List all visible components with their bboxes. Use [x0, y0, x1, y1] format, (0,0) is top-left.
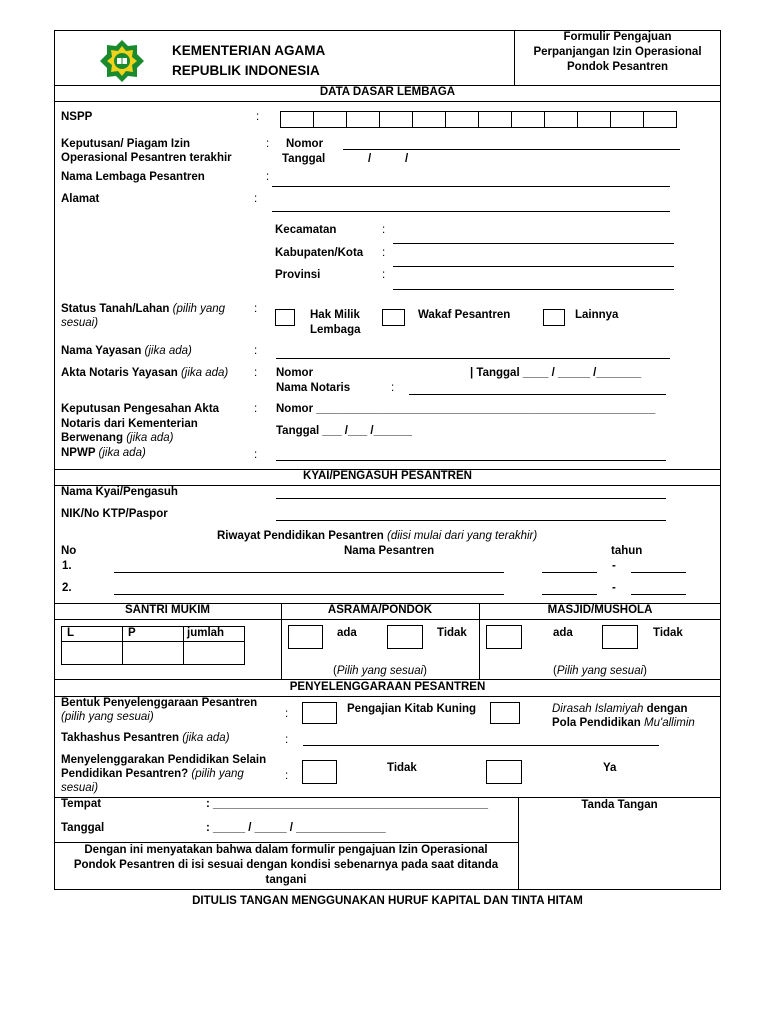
pengesahan-label-3: Berwenang (jika ada) — [61, 432, 174, 444]
nik-field[interactable] — [276, 520, 666, 521]
dirasah-checkbox[interactable] — [490, 702, 520, 724]
org-name-line1: KEMENTERIAN AGAMA — [172, 43, 326, 58]
colon: : — [266, 171, 270, 183]
hak-milik-checkbox[interactable] — [275, 309, 295, 326]
asrama-hint: (Pilih yang sesuai) — [333, 665, 427, 677]
santri-jumlah-input[interactable] — [184, 642, 244, 664]
colon: : — [382, 224, 386, 236]
provinsi-label: Provinsi — [275, 269, 321, 281]
col-no-header: No — [61, 545, 77, 557]
hak-milik-label: Hak Milik — [310, 309, 360, 321]
form-title-line2: Perpanjangan Izin Operasional — [533, 46, 702, 58]
colon: : — [256, 111, 260, 123]
lainnya-label: Lainnya — [575, 309, 619, 321]
tahun-start-field[interactable] — [542, 572, 597, 573]
col-nama-pesantren-header: Nama Pesantren — [344, 545, 435, 557]
colon: : — [254, 367, 258, 379]
nama-yayasan-label: Nama Yayasan (jika ada) — [61, 345, 192, 357]
nama-yayasan-field[interactable] — [276, 358, 670, 359]
colon: : — [254, 449, 258, 461]
takhashus-label: Takhashus Pesantren (jika ada) — [61, 732, 230, 744]
nik-label: NIK/No KTP/Paspor — [61, 508, 168, 520]
form-title-line1: Formulir Pengajuan — [563, 31, 672, 43]
date-slash: / — [368, 153, 372, 165]
tempat-field[interactable]: : ___________________________________________ — [206, 798, 489, 810]
nspp-digit-box[interactable] — [412, 111, 446, 128]
tidak-label: Tidak — [387, 762, 417, 774]
section-title-kyai: KYAI/PENGASUH PESANTREN — [303, 470, 472, 482]
nspp-digit-box[interactable] — [280, 111, 314, 128]
section-title-penyelenggaraan: PENYELENGGARAAN PESANTREN — [289, 681, 486, 693]
nspp-digit-box[interactable] — [544, 111, 578, 128]
divider — [54, 619, 721, 620]
ada-label: ada — [553, 627, 573, 639]
colon: : — [382, 269, 386, 281]
pengesahan-nomor-field[interactable]: Nomor _____________________________________________________ — [276, 403, 656, 415]
signature-area[interactable] — [522, 815, 717, 887]
masjid-tidak-checkbox[interactable] — [602, 625, 638, 649]
hak-milik-label-2: Lembaga — [310, 324, 361, 336]
dash: - — [612, 582, 616, 594]
kitab-kuning-label: Pengajian Kitab Kuning — [347, 703, 477, 715]
nspp-digit-box[interactable] — [478, 111, 512, 128]
nspp-input[interactable] — [280, 111, 676, 128]
takhashus-field[interactable] — [303, 745, 659, 746]
row-number: 1. — [62, 560, 72, 572]
section-title-data-dasar: DATA DASAR LEMBAGA — [319, 86, 456, 98]
pengesahan-label-2: Notaris dari Kementerian — [61, 418, 198, 430]
nama-pesantren-field[interactable] — [114, 594, 504, 595]
nama-kyai-label: Nama Kyai/Pengasuh — [61, 486, 178, 498]
tempat-label: Tempat — [61, 798, 102, 810]
nspp-digit-box[interactable] — [346, 111, 380, 128]
ada-label: ada — [337, 627, 357, 639]
nama-notaris-field[interactable] — [409, 394, 666, 395]
col-l-header: L — [67, 627, 75, 639]
nama-pesantren-field[interactable] — [114, 572, 504, 573]
masjid-hint: (Pilih yang sesuai) — [553, 665, 647, 677]
tanda-tangan-label: Tanda Tangan — [581, 799, 658, 811]
tanggal-label: Tanggal — [282, 153, 326, 165]
org-name-line2: REPUBLIK INDONESIA — [172, 63, 320, 78]
asrama-ada-checkbox[interactable] — [288, 625, 323, 649]
pengesahan-tanggal-field[interactable]: Tanggal ___ /___ /______ — [276, 425, 412, 437]
provinsi-field[interactable] — [393, 289, 674, 290]
col-jumlah-header: jumlah — [187, 627, 225, 639]
tanggal-field[interactable]: : _____ / _____ / ______________ — [206, 822, 386, 834]
colon: : — [391, 382, 395, 394]
colon: : — [254, 193, 258, 205]
bentuk-hint: (pilih yang sesuai) — [61, 711, 154, 723]
colon: : — [285, 734, 289, 746]
date-slash: / — [405, 153, 409, 165]
nomor-label: Nomor — [286, 138, 324, 150]
divider — [54, 101, 721, 102]
row-number: 2. — [62, 582, 72, 594]
kecamatan-label: Kecamatan — [275, 224, 337, 236]
wakaf-checkbox[interactable] — [382, 309, 405, 326]
menyelenggarakan-hint: sesuai) — [61, 782, 99, 794]
nama-notaris-label: Nama Notaris — [276, 382, 351, 394]
nama-lembaga-label: Nama Lembaga Pesantren — [61, 171, 205, 183]
colon: : — [254, 303, 258, 315]
dirasah-label: Dirasah Islamiyah dengan — [552, 703, 688, 715]
nspp-digit-box[interactable] — [577, 111, 611, 128]
pengesahan-label-1: Keputusan Pengesahan Akta — [61, 403, 220, 415]
santri-p-input[interactable] — [123, 642, 182, 664]
keputusan-label-1: Keputusan/ Piagam Izin — [61, 138, 191, 150]
akta-tanggal-field[interactable]: | Tanggal ____ / _____ /_______ — [470, 367, 642, 379]
kabupaten-field[interactable] — [393, 266, 674, 267]
colon: : — [382, 247, 386, 259]
divider — [54, 679, 721, 680]
wakaf-label: Wakaf Pesantren — [418, 309, 511, 321]
colon: : — [285, 770, 289, 782]
lainnya-checkbox[interactable] — [543, 309, 565, 326]
tidak-label: Tidak — [437, 627, 467, 639]
masjid-header: MASJID/MUSHOLA — [547, 604, 653, 616]
menyelenggarakan-label: Menyelenggarakan Pendidikan Selain — [61, 754, 267, 766]
masjid-ada-checkbox[interactable] — [486, 625, 522, 649]
tahun-end-field[interactable] — [631, 572, 686, 573]
tidak-label: Tidak — [653, 627, 683, 639]
colon: : — [254, 345, 258, 357]
tidak-checkbox[interactable] — [302, 760, 337, 784]
nspp-digit-box[interactable] — [445, 111, 479, 128]
kecamatan-field[interactable] — [393, 243, 674, 244]
kabupaten-label: Kabupaten/Kota — [275, 247, 364, 259]
dash: - — [612, 560, 616, 572]
nspp-label: NSPP — [61, 111, 93, 123]
akta-notaris-label: Akta Notaris Yayasan (jika ada) — [61, 367, 229, 379]
alamat-label: Alamat — [61, 193, 100, 205]
kemenag-emblem-icon — [99, 39, 145, 83]
colon: : — [266, 138, 270, 150]
nama-lembaga-field[interactable] — [272, 186, 670, 187]
riwayat-label: Riwayat Pendidikan Pesantren (diisi mulai dari yang terakhir) — [217, 530, 538, 542]
kitab-kuning-checkbox[interactable] — [302, 702, 337, 724]
keputusan-label-2: Operasional Pesantren terakhir — [61, 152, 232, 164]
col-p-header: P — [128, 627, 136, 639]
colon: : — [285, 708, 289, 720]
npwp-field[interactable] — [276, 460, 666, 461]
tahun-start-field[interactable] — [542, 594, 597, 595]
asrama-tidak-checkbox[interactable] — [387, 625, 423, 649]
menyelenggarakan-label-2: Pendidikan Pesantren? (pilih yang — [61, 768, 244, 780]
nspp-digit-box[interactable] — [379, 111, 413, 128]
declaration-statement: Dengan ini menyatakan bahwa dalam formulir pengajuan Izin Operasional Pondok Pesantren di isi sesuai dengan kondisi sebenarnya pada saat ditanda tangani — [73, 844, 499, 886]
pola-label: Pola Pendidikan Mu'allimin — [552, 717, 695, 729]
tahun-end-field[interactable] — [631, 594, 686, 595]
status-tanah-hint: sesuai) — [61, 317, 99, 329]
nspp-digit-box[interactable] — [610, 111, 644, 128]
alamat-field[interactable] — [272, 211, 670, 212]
santri-l-input[interactable] — [62, 642, 121, 664]
nama-kyai-field[interactable] — [276, 498, 666, 499]
keputusan-nomor-field[interactable] — [343, 149, 680, 150]
colon: : — [254, 403, 258, 415]
santri-mukim-header: SANTRI MUKIM — [125, 604, 210, 616]
nspp-digit-box[interactable] — [511, 111, 545, 128]
ya-label: Ya — [603, 762, 617, 774]
col-tahun-header: tahun — [611, 545, 643, 557]
tanggal-label: Tanggal — [61, 822, 105, 834]
nspp-digit-box[interactable] — [643, 111, 677, 128]
npwp-label: NPWP (jika ada) — [61, 447, 146, 459]
form-title-line3: Pondok Pesantren — [567, 61, 668, 73]
nspp-digit-box[interactable] — [313, 111, 347, 128]
status-tanah-label: Status Tanah/Lahan (pilih yang — [61, 303, 226, 315]
akta-nomor-label: Nomor — [276, 367, 314, 379]
ya-checkbox[interactable] — [486, 760, 522, 784]
instruction-note: DITULIS TANGAN MENGGUNAKAN HURUF KAPITAL DAN TINTA HITAM — [192, 895, 583, 907]
bentuk-label: Bentuk Penyelenggaraan Pesantren — [61, 697, 258, 709]
asrama-header: ASRAMA/PONDOK — [327, 604, 433, 616]
